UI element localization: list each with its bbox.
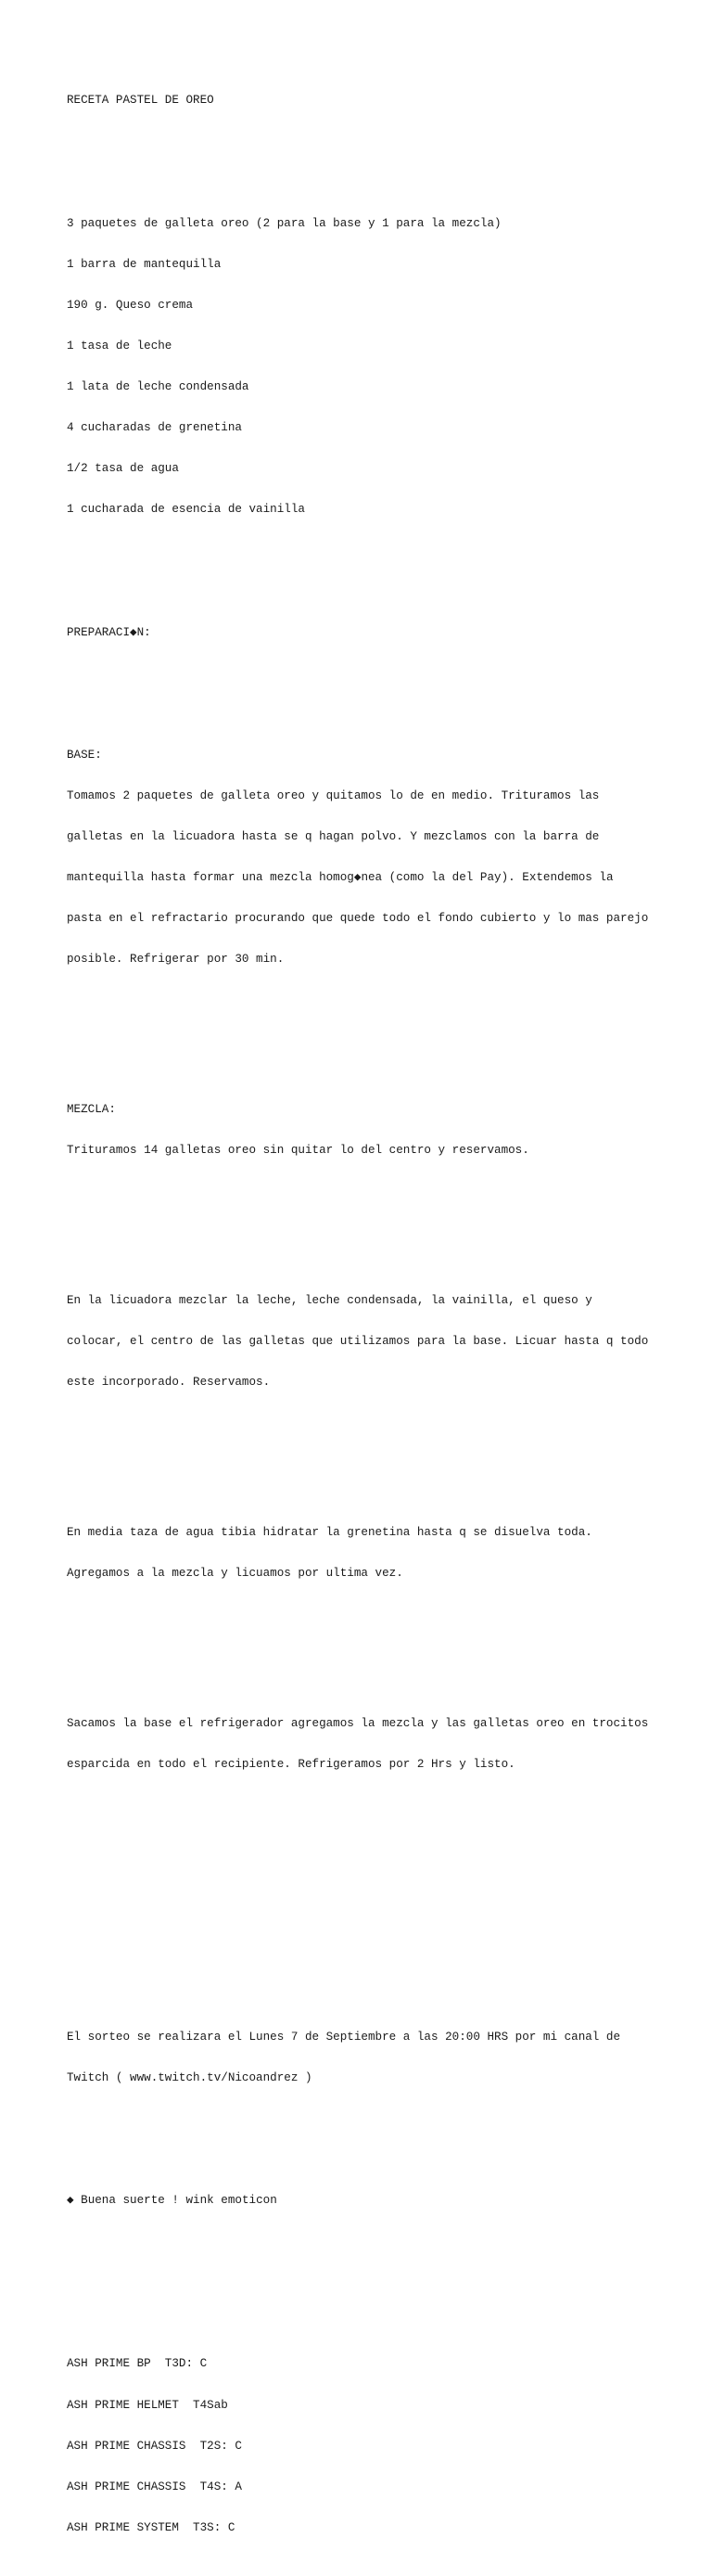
- ingredient-list: [67, 189, 660, 544]
- ingredient-item: 1 cucharada de esencia de vainilla: [67, 503, 305, 517]
- ingredient-item: 4 cucharadas de grenetina: [67, 421, 242, 435]
- paragraph-line: Agregamos a la mezcla y licuamos por ultima vez.: [67, 1566, 403, 1580]
- mezcla-heading: MEZCLA:: [67, 1103, 116, 1117]
- ingredient-item: 1 lata de leche condensada: [67, 380, 249, 394]
- base-heading: BASE:: [67, 748, 102, 762]
- mezcla-text-line: Trituramos 14 galletas oreo sin quitar lo del centro y reservamos.: [67, 1144, 529, 1158]
- spacer: [67, 2139, 660, 2153]
- ingredient-item: 1 barra de mantequilla: [67, 257, 222, 271]
- base-text-line: pasta en el refractario procurando que quede todo el fondo cubierto y lo mas parejo: [67, 912, 649, 926]
- sorteo-paragraph: [67, 2003, 660, 2112]
- mezcla-section: [67, 1076, 660, 1185]
- spacer: [67, 135, 660, 149]
- base-text-line: mantequilla hasta formar una mezcla homog◆nea (como la del Pay). Extendemos la: [67, 871, 614, 885]
- ingredient-item: 190 g. Queso crema: [67, 298, 194, 312]
- paragraph-line: El sorteo se realizara el Lunes 7 de Septiembre a las 20:00 HRS por mi canal de: [67, 2030, 621, 2044]
- licuadora-paragraph: [67, 1267, 660, 1417]
- spacer: [67, 1866, 660, 1880]
- paragraph-line: En media taza de agua tibia hidratar la grenetina hasta q se disuelva toda.: [67, 1525, 592, 1539]
- spacer: [67, 2275, 660, 2289]
- ingredient-item: 3 paquetes de galleta oreo (2 para la base y 1 para la mezcla): [67, 216, 502, 230]
- spacer: [67, 667, 660, 681]
- base-section: [67, 722, 660, 994]
- paragraph-line: Sacamos la base el refrigerador agregamos la mezcla y las galletas oreo en trocitos: [67, 1716, 649, 1730]
- document-page: [67, 67, 660, 2576]
- ingredient-item: 1 tasa de leche: [67, 339, 172, 352]
- spacer: [67, 1021, 660, 1035]
- ash-prime-item: ASH PRIME BP T3D: C: [67, 2357, 208, 2371]
- ingredient-item: 1/2 tasa de agua: [67, 462, 179, 476]
- ash-prime-item: ASH PRIME CHASSIS T2S: C: [67, 2439, 242, 2453]
- paragraph-line: En la licuadora mezclar la leche, leche condensada, la vainilla, el queso y: [67, 1293, 592, 1307]
- spacer: [67, 1907, 660, 1921]
- ash-prime-item: ASH PRIME HELMET T4Sab: [67, 2398, 228, 2412]
- base-text-line: posible. Refrigerar por 30 min.: [67, 953, 285, 967]
- preparation-heading: PREPARACI◆N:: [67, 625, 151, 639]
- spacer: [67, 1444, 660, 1458]
- ash-prime-item: ASH PRIME SYSTEM T3S: C: [67, 2520, 235, 2534]
- paragraph-line: esparcida en todo el recipiente. Refrigeramos por 2 Hrs y listo.: [67, 1757, 515, 1771]
- grenetina-paragraph: [67, 1498, 660, 1608]
- ash-prime-list: [67, 2330, 660, 2562]
- paragraph-line: Twitch ( www.twitch.tv/Nicoandrez ): [67, 2070, 312, 2084]
- recipe-title: RECETA PASTEL DE OREO: [67, 94, 214, 108]
- paragraph-line: este incorporado. Reservamos.: [67, 1376, 271, 1390]
- spacer: [67, 571, 660, 585]
- ash-prime-item: ASH PRIME CHASSIS T4S: A: [67, 2480, 242, 2493]
- base-text-line: Tomamos 2 paquetes de galleta oreo y quitamos lo de en medio. Trituramos las: [67, 789, 600, 803]
- base-text-line: galletas en la licuadora hasta se q hagan polvo. Y mezclamos con la barra de: [67, 830, 600, 844]
- final-paragraph: [67, 1689, 660, 1799]
- spacer: [67, 1212, 660, 1226]
- spacer: [67, 1948, 660, 1962]
- spacer: [67, 1634, 660, 1648]
- spacer: [67, 2235, 660, 2249]
- paragraph-line: colocar, el centro de las galletas que utilizamos para la base. Licuar hasta q todo: [67, 1335, 649, 1349]
- good-luck-line: ◆ Buena suerte ! wink emoticon: [67, 2194, 277, 2208]
- spacer: [67, 1826, 660, 1839]
